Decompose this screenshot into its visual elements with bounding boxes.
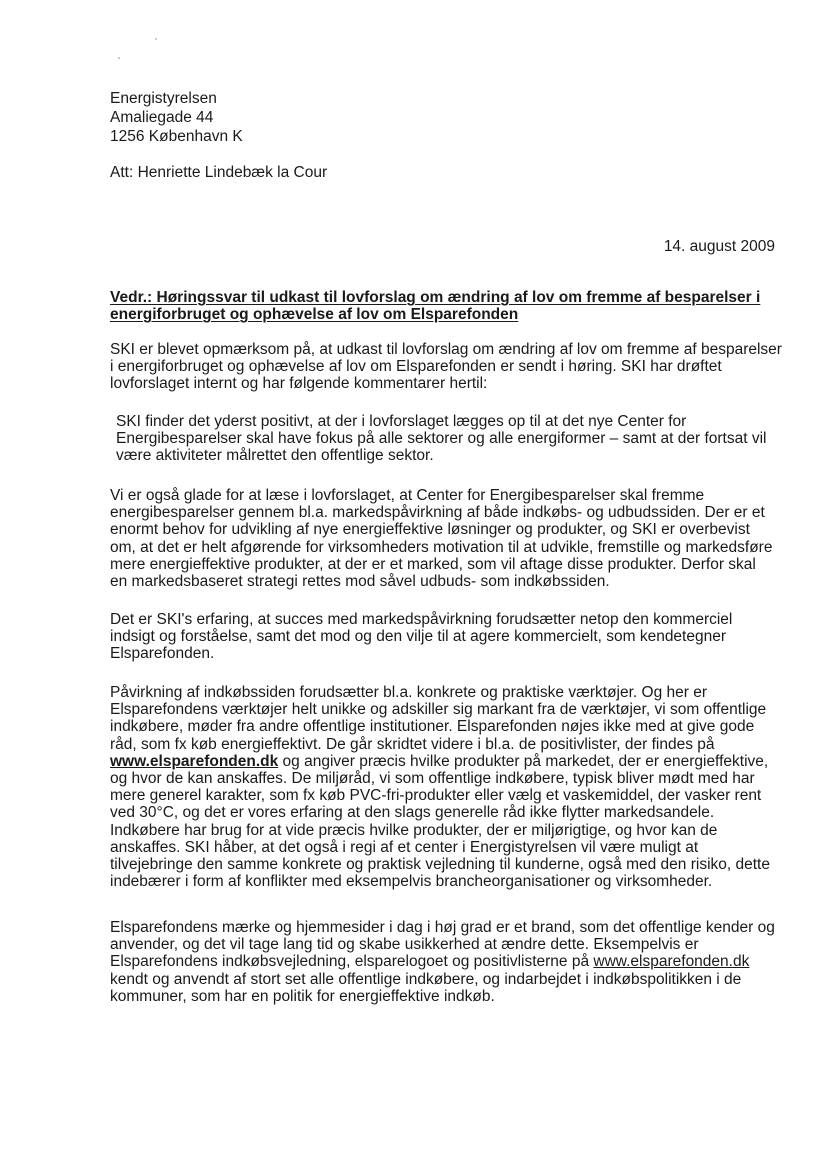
subject-line: Vedr.: Høringssvar til udkast til lovforslag om ændring af lov om fremme af besparelser i: [110, 289, 761, 306]
scan-speck: [155, 38, 157, 40]
paragraph-experience: Det er SKI's erfaring, at succes med markedspåvirkning forudsætter netop den kommerciel indsigt og forståelse, samt det mod og den vilje til at agere kommercielt, som kendetegner Elsparefonden.: [110, 611, 733, 663]
recipient-city: 1256 København K: [110, 128, 243, 145]
scan-speck: [118, 57, 120, 59]
paragraph-positive: SKI finder det yderst positivt, at der i lovforslaget lægges op til at det nye Center for Energibesparelser skal have fokus på alle sektorer og alle energiformer – samt at der fortsat vil være aktiviteter målrettet den offentlige sektor.: [116, 413, 767, 465]
subject-heading: [110, 289, 760, 323]
recipient-street: Amaliegade 44: [110, 109, 214, 126]
subject-line: energiforbruget og ophævelse af lov om Elsparefonden: [110, 306, 519, 323]
paragraph-brand: Elsparefondens mærke og hjemmesider i dag i høj grad er et brand, som det offentlige kender og anvender, og det vil tage lang tid og skabe usikkerhed at ændre dette. Eksempelvis er Elsparefondens indkøbsvejledning, elsparelogoet og positivlisterne på www.elsparefonden.dk kendt og anvendt af stort set alle offentlige indkøbere, og indarbejdet i indkøbspolitikken i de kommuner, som har en politik for energieffektive indkøb.: [110, 919, 775, 1005]
paragraph-market: Vi er også glade for at læse i lovforslaget, at Center for Energibesparelser skal fremme energibesparelser gennem bl.a. markedspåvirkning af både indkøbs- og udbudssiden. Der er et enormt behov for udvikling af nye energieffektive løsninger og produkter, og SKI er overbevist om, at det er helt afgørende for virksomheders motivation til at udvikle, fremstille og markedsføre mere energieffektive produkter, at der er et marked, som vil aftage disse produkter. Derfor skal en markedsbaseret strategi rettes mod såvel udbuds- som indkøbssiden.: [110, 487, 773, 591]
elsparefonden-link[interactable]: www.elsparefonden.dk: [110, 752, 279, 770]
paragraph-tools: Påvirkning af indkøbssiden forudsætter bl.a. konkrete og praktiske værktøjer. Og her er Elsparefondens værktøjer helt unikke og adskiller sig markant fra de værktøjer, vi som offentlige indkøbere, møder fra andre offentlige institutioner. Elsparefonden nøjes ikke med at give gode råd, som fx køb energieffektivt. De går skridtet videre i bl.a. de positivlister, der findes på www.elsparefonden.dk og angiver præcis hvilke produkter på markedet, der er energieffektive, og hvor de kan anskaffes. De miljøråd, vi som offentlige indkøbere, typisk bliver mødt med har mere generel karakter, som fx køb PVC-fri-produkter eller vælg et vaskemiddel, der vasker rent ved 30°C, og det er vores erfaring at den slags generelle råd ikke flytter markedsandele. Indkøbere har brug for at vide præcis hvilke produkter, der er miljørigtige, og hvor kan de anskaffes. SKI håber, at det også i regi af et center i Energistyrelsen vil være muligt at tilvejebringe den samme konkrete og praktisk vejledning til kunderne, også med den risiko, dette indebærer i form af konflikter med eksempelvis brancheorganisationer og virksomheder.: [110, 684, 770, 891]
letter-date: 14. august 2009: [663, 238, 775, 255]
intro-paragraph: SKI er blevet opmærksom på, at udkast til lovforslag om ændring af lov om fremme af besparelser i energiforbruget og ophævelse af lov om Elsparefonden er sendt i høring. SKI har drøftet lovforslaget internt og har følgende kommentarer hertil:: [110, 341, 782, 393]
recipient-address: [110, 89, 243, 146]
elsparefonden-link[interactable]: www.elsparefonden.dk: [593, 953, 750, 971]
attention-line: Att: Henriette Lindebæk la Cour: [110, 164, 328, 181]
recipient-org: Energistyrelsen: [110, 90, 217, 107]
